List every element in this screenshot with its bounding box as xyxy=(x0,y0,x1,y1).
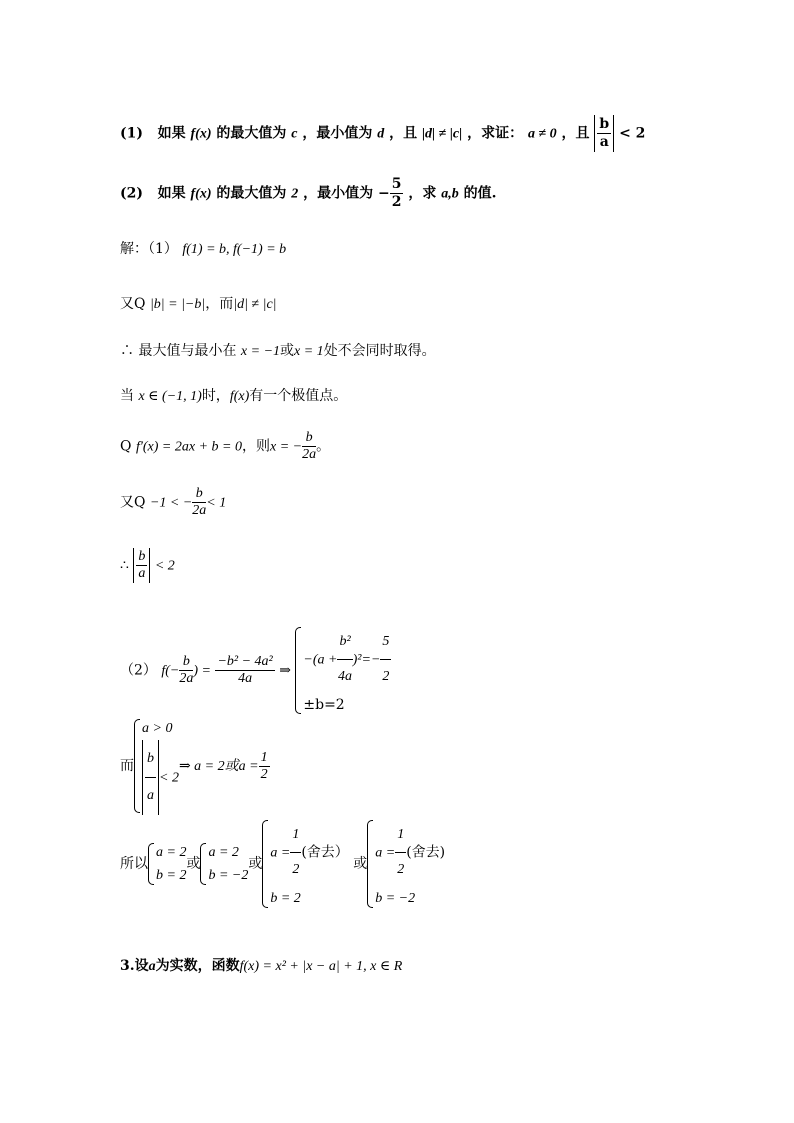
answer-case-2: a = 2 b = −2 xyxy=(200,841,248,887)
question-1: (1) 如果 f(x) 的最大值为 c ，最小值为 d ，且 |d| ≠ |c| ，求证： a ≠ 0 ，且 $\frac{b}{a}$ < 2 xyxy=(120,116,646,150)
solution-line-7: ∴ $\frac{b}{a}$ < 2 xyxy=(120,549,175,581)
answer-case-3: a = $\frac{1}{2}$ (舍去） b = 2 xyxy=(262,818,348,910)
question-2: (2) 如果 f(x) 的最大值为 2 ，最小值为 − $\frac{5}{2}$ ，求 a,b 的值. xyxy=(120,176,497,210)
s6-fraction: $\frac{b}{2a}$ xyxy=(192,486,207,518)
answer-case-1: a = 2 b = 2 xyxy=(148,841,186,887)
condition-system: 而 a > 0 $\frac{b}{a}$ < 2 ⇒ a = 2或a = $\frac{1}{2}$ xyxy=(120,717,270,815)
question-3: 3.设a为实数，函数f(x) = x² + |x − a| + 1, x ∈ R xyxy=(120,958,403,974)
solution-line-2: 又Q |b| = |−b|，而|d| ≠ |c| xyxy=(120,296,277,312)
q1-fx: f(x) xyxy=(190,126,212,142)
solution-line-6: 又Q −1 < − $\frac{b}{2a}$ < 1 xyxy=(120,486,227,518)
q2-min-fraction: $\frac{5}{2}$ xyxy=(391,176,402,210)
solution-line-3: ∴ 最大值与最小在 x = −1或x = 1处不会同时取得。 xyxy=(120,343,436,359)
final-answer: 所以 a = 2 b = 2 或 a = 2 b = −2 或 a = $\frac{1}{2}$ (舍去） b = 2 或 a = $\frac{1}{2}$ (舍去) b = −2 xyxy=(120,818,445,910)
q2-label: (2) xyxy=(120,185,143,202)
q3-expression: f(x) = x² + |x − a| + 1, x ∈ R xyxy=(239,959,403,974)
solution-line-1: 解：（1） f(1) = b, f(−1) = b xyxy=(120,241,287,257)
q1-label: (1) xyxy=(120,125,143,142)
p2-frac1: $\frac{b}{2a}$ xyxy=(179,654,194,686)
e1-brace: a > 0 $\frac{b}{a}$ < 2 xyxy=(134,717,179,815)
p2-system: −(a + $\frac{\text{b²}}{4a}$ )²=− $\frac{5}{2}$ ±b=2 xyxy=(295,625,391,716)
solution-part2: （2） f(− $\frac{b}{2a}$ ) = $\frac{\text{−b² − 4a²}}{4a}$ ⇒ −(a + $\frac{\text{b²}}{4a}$ )²=− $\frac{5}{2}$ ±b=2 xyxy=(120,625,391,716)
s5-fraction: $\frac{b}{2a}$ xyxy=(302,430,317,462)
solution-line-4: 当 x ∈ (−1, 1)时，f(x)有一个极值点。 xyxy=(120,388,348,404)
solution-line-5: Q f′(x) = 2ax + b = 0，则x = − $\frac{b}{2a}$ 。 xyxy=(120,430,331,462)
p2-frac2: $\frac{\text{−b² − 4a²}}{4a}$ xyxy=(217,654,273,686)
s7-abs-fraction: $\frac{b}{a}$ xyxy=(133,548,150,583)
q1-condition: |d| ≠ |c| xyxy=(421,126,463,142)
answer-case-4: a = $\frac{1}{2}$ (舍去) b = −2 xyxy=(367,818,445,910)
q1-abs-fraction: $\frac{b}{a}$ xyxy=(594,115,614,152)
